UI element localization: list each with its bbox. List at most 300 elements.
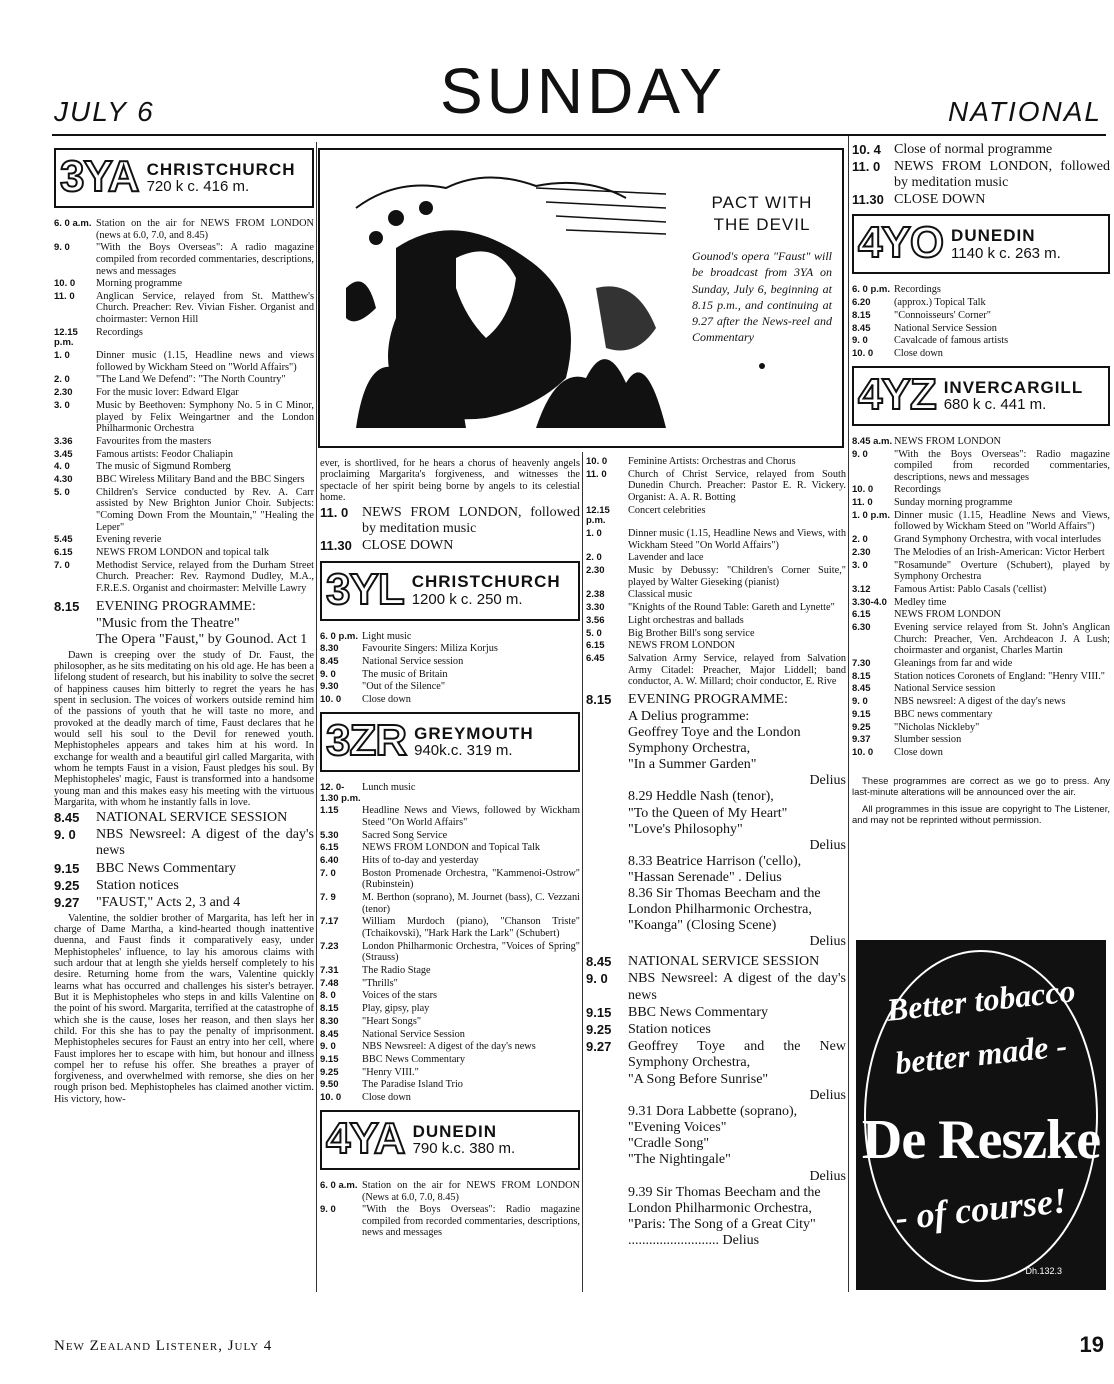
entry-time: 11. 0	[54, 290, 75, 302]
entry-text: NEWS FROM LONDON	[894, 609, 1001, 621]
programme-entry	[852, 348, 1110, 360]
programme-list-4ya-cont	[586, 456, 846, 688]
entry-time: 6.30	[852, 622, 871, 634]
programme-entry	[586, 589, 846, 601]
entry-time: 9.50	[320, 1079, 339, 1091]
entry-text: NBS Newsreel: A digest of the day's news	[628, 971, 846, 1003]
entry-text: Light music	[362, 630, 412, 642]
programme-entry: 8.45 NATIONAL SERVICE SESSION	[586, 954, 846, 970]
column-divider	[316, 142, 317, 1292]
entry-text: Recordings	[96, 326, 143, 338]
programme-entry: 11. 0 NEWS FROM LONDON, followed by meditation music	[320, 505, 580, 537]
programme-entry	[320, 1180, 580, 1203]
ad-tagline: - of course!	[893, 1180, 1069, 1238]
programme-entry	[320, 1029, 580, 1041]
entry-time: 11. 0	[586, 468, 607, 480]
entry-text: Feminine Artists: Orchestras and Chorus	[628, 456, 796, 467]
entry-text: BBC News Commentary	[96, 860, 236, 876]
entry-text: "Rosamunde" Overture (Schubert), played by Symphony Orchestra	[894, 559, 1110, 583]
entry-detail: "To the Queen of My Heart"	[628, 805, 788, 821]
programme-list-3ya	[54, 218, 314, 595]
entry-detail: 9.31 Dora Labbette (soprano),	[628, 1104, 798, 1120]
programme-entry	[586, 602, 846, 614]
programme-entry	[586, 640, 846, 652]
station-city: INVERCARGILL	[943, 377, 1084, 397]
programme-entry	[852, 484, 1110, 496]
programme-list-3yl	[320, 631, 580, 706]
programme-entry	[852, 284, 1110, 296]
entry-detail: "Cradle Song"	[628, 1136, 710, 1152]
programme-entry	[54, 387, 314, 399]
entry-time: 12. 0-1.30 p.m.	[320, 781, 361, 804]
programme-entry	[852, 671, 1110, 683]
entry-time: 10. 0	[586, 456, 608, 467]
entry-time: 6. 0 a.m.	[54, 218, 92, 229]
programme-entry	[586, 653, 846, 688]
entry-detail: 8.29 Heddle Nash (tenor),	[628, 789, 774, 805]
page-day-title: SUNDAY	[440, 55, 726, 127]
entry-time: 10. 0	[852, 484, 874, 496]
entry-text: BBC news commentary	[894, 708, 993, 720]
entry-time: 2.30	[852, 546, 871, 558]
programme-entry: 9. 0 NBS Newsreel: A digest of the day's news	[54, 827, 314, 859]
entry-time: 6.40	[320, 855, 339, 867]
entry-title: EVENING PROGRAMME:	[628, 691, 788, 707]
entry-text: "Henry VIII."	[362, 1066, 419, 1078]
entry-time: 6.20	[852, 297, 871, 309]
entry-time: 3.36	[54, 435, 73, 447]
entry-time: 1.15	[320, 805, 339, 817]
programme-entry	[586, 552, 846, 564]
entry-time: 9.15	[852, 708, 871, 720]
column-2	[320, 456, 580, 1296]
entry-time: 2. 0	[54, 374, 70, 386]
programme-entry	[320, 855, 580, 867]
composer-credit: Delius	[809, 1168, 846, 1184]
programme-entry	[852, 584, 1110, 596]
synopsis-continued: ever, is shortlived, for he hears a chorus of heavenly angels proclaiming Margarita's forgiveness, and witnesses the spectacle of her spirit being borne by angels to its celestial home.	[320, 458, 580, 503]
entry-time: 3.30-4.0	[852, 596, 887, 608]
entry-text: Children's Service conducted by Rev. A. Carr assisted by New Brighton Junior Choir. Subjects: "Coming Down From the Mountain," "Healing the Leper"	[96, 486, 314, 533]
entry-text: Famous artists: Feodor Chaliapin	[96, 448, 233, 460]
programme-entry	[320, 1016, 580, 1028]
entry-text: NATIONAL SERVICE SESSION	[96, 810, 288, 826]
column-divider	[582, 452, 583, 1292]
entry-text: "Connoisseurs' Corner"	[894, 309, 991, 321]
programme-entry	[54, 599, 314, 615]
entry-text: Dinner music (1.15, Headline News and Views, followed by Wickham Steed on "World Affairs")	[894, 509, 1110, 533]
programme-entry	[852, 734, 1110, 746]
programme-entry	[586, 456, 846, 468]
entry-text: Famous Artist: Pablo Casals ('cellist)	[894, 583, 1047, 595]
entry-time: 12.15 p.m.	[586, 504, 610, 527]
programme-entry	[54, 218, 314, 241]
station-city: DUNEDIN	[412, 1121, 498, 1141]
entry-text: "With the Boys Overseas": Radio magazine compiled from recorded commentaries, descriptions, news and messages	[894, 448, 1110, 483]
entry-text: Hits of to-day and yesterday	[362, 855, 479, 867]
entry-text: Slumber session	[894, 734, 962, 746]
station-call-sign: 4YA	[326, 1113, 405, 1163]
programme-entry	[852, 335, 1110, 347]
programme-entry	[320, 965, 580, 977]
entry-text: Concert celebrities	[628, 504, 706, 516]
entry-text: BBC News Commentary	[362, 1054, 465, 1065]
station-city: CHRISTCHURCH	[411, 572, 561, 592]
programme-entry	[54, 350, 314, 373]
entry-time: 8.15	[320, 1003, 339, 1015]
entry-time: 3.45	[54, 448, 73, 460]
programme-entry: 9.15 BBC News Commentary	[586, 1005, 846, 1021]
entry-time: 2. 0	[586, 552, 602, 564]
entry-detail: A Delius programme:	[628, 708, 750, 724]
programme-entry	[852, 560, 1110, 583]
entry-time: 8.45 a.m.	[852, 435, 893, 447]
entry-detail: "Koanga" (Closing Scene)	[628, 918, 777, 934]
programme-entry	[320, 990, 580, 1002]
entry-time: 7.23	[320, 940, 339, 952]
programme-list-4ya	[320, 1180, 580, 1239]
feature-title-line1: PACT WITH	[711, 193, 813, 212]
entry-detail: 8.36 Sir Thomas Beecham and the London Philharmonic Orchestra,	[628, 885, 821, 918]
entry-text: NEWS FROM LONDON, followed by meditation music	[894, 159, 1110, 191]
entry-text: National Service session	[362, 656, 464, 667]
entry-time: 6.45	[586, 652, 605, 664]
programme-entry	[320, 892, 580, 915]
programme-entry	[320, 1067, 580, 1079]
station-call-sign: 4YZ	[858, 369, 936, 419]
ad-headline: Better tobacco	[884, 972, 1077, 1028]
entry-text: Voices of the stars	[362, 990, 438, 1002]
column-3	[586, 456, 846, 1296]
entry-text: National Service Session	[362, 1028, 465, 1040]
programme-entry	[320, 941, 580, 964]
programme-entry	[852, 622, 1110, 657]
programme-entry	[586, 505, 846, 527]
bullet-dot	[759, 363, 765, 369]
column-divider	[848, 136, 849, 1292]
programme-entry	[54, 374, 314, 386]
programme-entry: 9.25 Station notices	[586, 1022, 846, 1038]
programme-entry	[54, 560, 314, 595]
entry-time: 8.15	[852, 309, 871, 321]
station-frequency: 1200 k c. 250 m.	[411, 590, 523, 608]
entry-time: 9. 0	[852, 696, 868, 708]
entry-time: 5.45	[54, 534, 73, 546]
programme-entry	[852, 436, 1110, 448]
entry-time: 7.31	[320, 964, 339, 976]
entry-time: 3.56	[586, 614, 605, 626]
station-call-sign: 3YL	[326, 564, 404, 614]
entry-time: 7. 9	[320, 892, 336, 904]
entry-text: Geoffrey Toye and the New Symphony Orchestra,	[628, 1038, 846, 1070]
entry-text: "Nicholas Nickleby"	[894, 721, 980, 733]
entry-time: 6. 0 p.m.	[852, 284, 891, 296]
station-frequency: 1140 k c. 263 m.	[951, 244, 1061, 262]
entry-text: Salvation Army Service, relayed from Salvation Army Citadel: Preacher, Major Liddell; band conductor, A. W. Millard; choir conductor, E. Rive	[628, 652, 846, 688]
programme-entry	[54, 436, 314, 448]
programme-entry	[852, 597, 1110, 609]
programme-entry: 8.45 NATIONAL SERVICE SESSION	[54, 810, 314, 826]
entry-text: The Paradise Island Trio	[362, 1079, 463, 1091]
entry-text: Sunday morning programme	[894, 497, 1013, 509]
entry-text: Lavender and lace	[628, 552, 704, 564]
entry-time: 12.15 p.m.	[54, 326, 78, 349]
entry-time: 9. 0	[320, 668, 336, 680]
programme-entry	[852, 534, 1110, 546]
entry-time: 7. 0	[320, 867, 336, 879]
entry-text: "With the Boys Overseas": Radio magazine compiled from recorded commentaries, descriptions, news and messages	[362, 1204, 580, 1239]
ad-headline: better made -	[893, 1027, 1069, 1081]
entry-time: 11.30	[852, 192, 884, 208]
entry-text: Station notices Coronets of England: "Henry VIII."	[894, 670, 1105, 682]
entry-text: Dinner music (1.15, Headline news and views followed by Wickham Steed on "World Affairs")	[96, 350, 314, 373]
entry-time: 8.15	[852, 670, 871, 682]
entry-text: NBS Newsreel: A digest of the day's news	[96, 827, 314, 859]
programme-entry	[852, 696, 1110, 708]
station-header-3zr	[320, 712, 580, 772]
entry-time: 5. 0	[586, 627, 602, 639]
station-city: DUNEDIN	[951, 226, 1036, 246]
programme-list-3zr	[320, 782, 580, 1104]
programme-entry	[54, 400, 314, 435]
programme-entry: 9. 0 NBS Newsreel: A digest of the day's news	[586, 971, 846, 1003]
programme-entry	[320, 782, 580, 804]
entry-detail: Geoffrey Toye and the London Symphony Orchestra,	[628, 725, 801, 757]
faust-feature-box	[318, 148, 844, 448]
feature-caption	[692, 192, 832, 369]
programme-entry	[852, 192, 1110, 208]
entry-detail: "Evening Voices"	[628, 1120, 727, 1136]
programme-entry	[586, 692, 846, 708]
entry-text: Dinner music (1.15, Headline News and Views, with Wickham Steed "On World Affairs")	[628, 528, 846, 551]
ad-brand: De Reszke	[861, 1109, 1101, 1171]
station-city: CHRISTCHURCH	[146, 159, 296, 179]
station-call-sign: 4YO	[858, 218, 944, 268]
entry-time: 9. 0	[852, 335, 868, 347]
entry-text: Favourites from the masters	[96, 435, 212, 447]
entry-time: 5. 0	[54, 486, 70, 498]
programme-entry	[54, 449, 314, 461]
programme-entry	[320, 830, 580, 842]
feature-caption-text: Gounod's opera "Faust" will be broadcast from 3YA on Sunday, July 6, beginning at 8.15 p.m., and continuing at 9.27 after the News-reel and Commentary	[692, 249, 832, 345]
entry-time: 10. 0	[320, 1092, 342, 1104]
entry-time: 4.30	[54, 474, 73, 485]
entry-detail: 8.33 Beatrice Harrison ('cello),	[628, 853, 802, 869]
programme-entry	[852, 658, 1110, 670]
programme-entry	[320, 805, 580, 828]
entry-detail: "Love's Philosophy"	[628, 821, 743, 837]
programme-list-4yo	[852, 284, 1110, 359]
entry-time: 9.30	[320, 681, 339, 693]
entry-text: NEWS FROM LONDON and Topical Talk	[362, 842, 541, 854]
entry-text: Close down	[894, 747, 943, 759]
entry-time: 11. 0	[852, 497, 873, 509]
entry-text: The Melodies of an Irish-American: Victor Herbert	[894, 546, 1105, 558]
programme-entry	[54, 461, 314, 473]
programme-entry	[54, 242, 314, 277]
entry-text: Recordings	[894, 284, 941, 296]
entry-time: 10. 0	[852, 747, 874, 759]
page-section: NATIONAL	[948, 96, 1102, 127]
entry-text: Play, gipsy, play	[362, 1003, 430, 1015]
entry-text: "The Land We Defend": "The North Country"	[96, 374, 286, 386]
programme-entry: 9.15 BBC News Commentary	[54, 861, 314, 877]
entry-text: The Radio Stage	[362, 964, 431, 976]
programme-entry	[852, 297, 1110, 309]
entry-text: BBC News Commentary	[628, 1004, 768, 1020]
entry-text: Close down	[362, 694, 411, 706]
programme-entry	[320, 681, 580, 693]
entry-detail: "In a Summer Garden"	[628, 757, 757, 773]
entry-text: Evening reverie	[96, 534, 162, 546]
station-header-4yo	[852, 214, 1110, 274]
programme-entry	[54, 278, 314, 290]
column-1	[54, 142, 314, 1292]
entry-text: Big Brother Bill's song service	[628, 627, 755, 639]
entry-time: 6. 0 a.m.	[320, 1179, 358, 1191]
page-date: JULY 6	[54, 96, 155, 127]
entry-detail: "The Nightingale"	[628, 1152, 731, 1168]
programme-list-4yz	[852, 436, 1110, 759]
entry-time: 6.15	[852, 609, 871, 621]
programme-entry	[320, 978, 580, 990]
programme-entry	[586, 528, 846, 551]
entry-time: 1. 0	[54, 350, 70, 362]
footer-publication: New Zealand Listener, July 4	[54, 1338, 273, 1354]
entry-text: Morning programme	[96, 278, 183, 290]
entry-text: Lunch music	[362, 781, 416, 793]
copyright-notice	[852, 777, 1110, 827]
programme-entry	[320, 1079, 580, 1091]
entry-text: Music by Beethoven: Symphony No. 5 in C Minor, played by Felix Weingartner and the London Philharmonic Orchestra	[96, 399, 314, 435]
entry-detail: "Hassan Serenade" . Delius	[628, 869, 782, 885]
programme-entry	[586, 565, 846, 588]
programme-entry	[852, 323, 1110, 335]
entry-time: 3.12	[852, 583, 871, 595]
programme-entry	[320, 669, 580, 681]
programme-entry: 9.25 Station notices	[54, 878, 314, 894]
programme-entry	[852, 722, 1110, 734]
programme-entry	[852, 142, 1110, 158]
entry-text: CLOSE DOWN	[362, 538, 454, 554]
entry-time: 3. 0	[852, 559, 868, 571]
entry-time: 3. 0	[54, 399, 70, 411]
ad-code: Dh.132.3	[1025, 1266, 1062, 1276]
entry-text: NEWS FROM LONDON and topical talk	[96, 546, 270, 558]
entry-time: 8.15	[54, 598, 80, 614]
synopsis-paragraph: Dawn is creeping over the study of Dr. Faust, the philosopher, as he sits meditating on his old age. He has been a lifelong student of research, but his inability to solve the secret of happiness causes him bitterly to regret the years he has spent in seclusion. The voices of workers outside remind him of the passions of youth that he will taste no more, and provoked at the deadly march of time, Faust declares that he would sell his soul to the Devil for renewed youth. Mephistopheles appears and takes him at his word. In exchange for wealth and a beautiful girl called Margarita, with whom he tempts Faust in a vision, Faust pledges his soul. By Mephistopheles' magic, Faust is transformed into a handsome young man and this makes easy his meeting with the virtuous Margarita, with whom he instantly falls in love.	[54, 649, 314, 808]
station-city: GREYMOUTH	[414, 723, 534, 743]
programme-entry	[54, 487, 314, 534]
entry-time: 2.30	[586, 565, 605, 577]
entry-text: NBS newsreel: A digest of the day's news	[894, 696, 1066, 708]
entry-text: Cavalcade of famous artists	[894, 335, 1009, 347]
programme-entry	[852, 547, 1110, 559]
entry-text: NBS Newsreel: A digest of the day's news	[362, 1041, 536, 1053]
entry-text: Grand Symphony Orchestra, with vocal interludes	[894, 534, 1102, 546]
entry-text: Boston Promenade Orchestra, "Kammenoi-Ostrow" (Rubinstein)	[362, 867, 580, 891]
entry-text: "Knights of the Round Table: Gareth and Lynette"	[628, 602, 835, 614]
entry-text: Favourite Singers: Miliza Korjus	[362, 643, 498, 655]
entry-time: 9. 0	[320, 1041, 336, 1053]
entry-time: 9.25	[852, 721, 871, 733]
entry-text: Music by Debussy: "Children's Corner Suite," played by Walter Gieseking (pianist)	[628, 565, 846, 588]
programme-entry	[54, 474, 314, 486]
entry-time: 8.45	[852, 683, 871, 695]
entry-time: 9.25	[320, 1066, 339, 1078]
programme-entry: 11.30 CLOSE DOWN	[320, 538, 580, 554]
entry-time: 10. 0	[852, 348, 874, 360]
programme-entry	[320, 1041, 580, 1053]
faust-illustration	[336, 168, 676, 428]
programme-entry	[320, 643, 580, 655]
composer-credit: Delius	[809, 837, 846, 853]
programme-entry	[852, 310, 1110, 322]
entry-time: 9.37	[852, 734, 871, 746]
entry-time: 9. 0	[852, 448, 868, 460]
entry-text: NEWS FROM LONDON	[628, 640, 735, 652]
entry-text: "FAUST," Acts 2, 3 and 4	[96, 894, 241, 910]
entry-time: 10. 0	[320, 694, 342, 706]
entry-time: 8.30	[320, 1015, 339, 1027]
programme-entry	[320, 868, 580, 891]
entry-text: Recordings	[894, 484, 941, 496]
entry-time: 1. 0	[586, 528, 602, 540]
entry-time: 6. 0 p.m.	[320, 630, 359, 642]
entry-time: 5.30	[320, 829, 339, 841]
station-frequency: 720 k c. 416 m.	[146, 178, 250, 196]
entry-text: Headline News and Views, followed by Wickham Steed "On World Affairs"	[362, 805, 580, 829]
entry-time: 8.30	[320, 643, 339, 655]
entry-text: NATIONAL SERVICE SESSION	[628, 954, 820, 970]
entry-detail: "Music from the Theatre"	[96, 615, 240, 631]
programme-entry	[852, 449, 1110, 484]
entry-time: 11. 0	[852, 159, 881, 175]
entry-text: (approx.) Topical Talk	[894, 297, 986, 309]
entry-text: "Heart Songs"	[362, 1015, 422, 1027]
entry-detail: "A Song Before Sunrise"	[628, 1072, 769, 1088]
programme-entry	[586, 469, 846, 504]
entry-time: 6.15	[320, 842, 339, 854]
entry-text: Station notices	[96, 877, 179, 893]
programme-entry	[54, 547, 314, 559]
programme-entry	[320, 842, 580, 854]
entry-text: The music of Sigmund Romberg	[96, 461, 231, 473]
entry-time: 10. 4	[852, 142, 881, 157]
entry-time: 7.30	[852, 657, 871, 669]
entry-time: 7.48	[320, 977, 339, 989]
entry-text: "Thrills"	[362, 977, 398, 989]
entry-text: Station notices	[628, 1021, 711, 1037]
programme-entry	[320, 1092, 580, 1104]
entry-time: 7. 0	[54, 559, 70, 571]
composer-credit: Delius	[809, 1088, 846, 1104]
entry-time: 9. 0	[320, 1204, 336, 1216]
entry-text: "Out of the Silence"	[362, 681, 446, 693]
notice-paragraph: These programmes are correct as we go to press. Any last-minute alterations will be announced over the air.	[852, 775, 1110, 798]
entry-text: Close of normal programme	[894, 142, 1053, 157]
entry-text: Light orchestras and ballads	[628, 614, 744, 626]
entry-time: 9.15	[320, 1054, 339, 1065]
page-number: 19	[1079, 1332, 1104, 1357]
composer-credit: Delius	[809, 934, 846, 950]
station-call-sign: 3YA	[60, 152, 139, 201]
programme-entry	[320, 1054, 580, 1066]
entry-time: 6.15	[54, 546, 73, 558]
entry-text: Station on the air for NEWS FROM LONDON (news at 6.0, 7.0, and 8.45)	[96, 218, 314, 241]
programme-entry: 9.27 "FAUST," Acts 2, 3 and 4	[54, 895, 314, 911]
entry-text: Classical music	[628, 589, 693, 601]
